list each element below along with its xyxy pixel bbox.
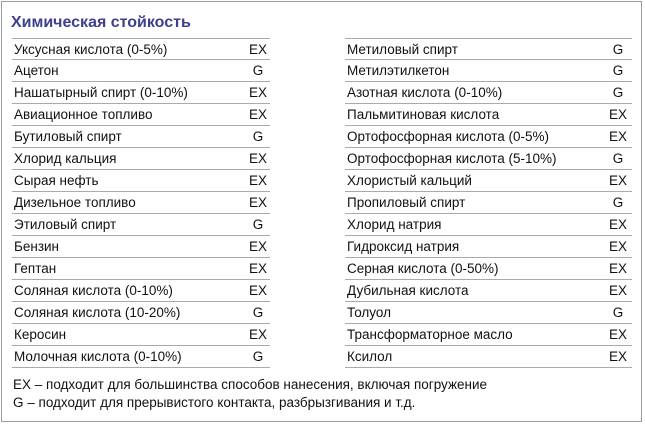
table-row [345, 126, 632, 148]
rating-value: G [612, 63, 624, 78]
table-row [12, 214, 270, 236]
table-row [12, 346, 270, 368]
chemical-name: Метилэтилкетон [347, 63, 450, 78]
table-row [12, 280, 270, 302]
table-row [345, 302, 632, 324]
legend [13, 376, 487, 412]
rating-value: EX [248, 283, 267, 298]
rating-value: EX [248, 42, 267, 57]
rating-value: G [252, 305, 264, 320]
chemical-name: Керосин [14, 327, 67, 342]
table-row [12, 236, 270, 258]
rating-value: G [612, 42, 624, 57]
chemical-name: Ортофосфорная кислота (0-5%) [347, 129, 549, 144]
chemical-name: Молочная кислота (0-10%) [14, 349, 182, 364]
legend-g: G – подходит для прерывистого контакта, разбрызгивания и т.д. [13, 395, 416, 410]
chemical-name: Серная кислота (0-50%) [347, 261, 499, 276]
table-row [345, 258, 632, 280]
rating-value: G [612, 305, 624, 320]
chemical-name: Хлорид кальция [14, 151, 117, 166]
chemical-name: Хлористый кальций [347, 173, 472, 188]
chemical-name: Дизельное топливо [14, 195, 136, 210]
rating-value: EX [608, 283, 627, 298]
table-row [12, 258, 270, 280]
rating-value: EX [248, 261, 267, 276]
right-table [345, 38, 632, 368]
chemical-name: Ксилол [347, 349, 393, 364]
rating-value: G [612, 195, 624, 210]
table-row [12, 126, 270, 148]
table-row [345, 346, 632, 368]
table-row [345, 60, 632, 82]
table-row [12, 148, 270, 170]
chemical-name: Авиационное топливо [14, 107, 153, 122]
chemical-name: Метиловый спирт [347, 42, 458, 57]
chemical-name: Нашатырный спирт (0-10%) [14, 85, 188, 100]
rating-value: G [252, 63, 264, 78]
chemical-name: Дубильная кислота [347, 283, 469, 298]
rating-value: G [612, 151, 624, 166]
chemical-name: Этиловый спирт [14, 217, 117, 232]
chemical-name: Гептан [14, 261, 57, 276]
rating-value: G [252, 349, 264, 364]
rating-value: EX [608, 327, 627, 342]
rating-value: EX [608, 107, 627, 122]
chemical-name: Гидроксид натрия [347, 239, 460, 254]
table-row [345, 214, 632, 236]
chemical-name: Пальмитиновая кислота [347, 107, 500, 122]
chemical-name: Ацетон [14, 63, 59, 78]
table-row [12, 60, 270, 82]
page-title: Химическая стойкость [11, 14, 191, 31]
chemical-name: Бензин [14, 239, 60, 254]
table-row [345, 236, 632, 258]
rating-value: EX [248, 239, 267, 254]
legend-ex: EX – подходит для большинства способов нанесения, включая погружение [13, 377, 488, 392]
rating-value: EX [608, 349, 627, 364]
chemical-name: Пропиловый спирт [347, 195, 466, 210]
chemical-name: Азотная кислота (0-10%) [347, 85, 503, 100]
rating-value: EX [608, 261, 627, 276]
rating-value: G [252, 217, 264, 232]
table-row [345, 148, 632, 170]
table-row [345, 104, 632, 126]
rating-value: EX [608, 129, 627, 144]
chemical-name: Соляная кислота (10-20%) [14, 305, 181, 320]
table-row [12, 38, 270, 60]
rating-value: EX [608, 173, 627, 188]
table-row [345, 38, 632, 60]
table-row [12, 82, 270, 104]
chemical-name: Трансформаторное масло [347, 327, 513, 342]
rating-value: EX [608, 217, 627, 232]
table-row [345, 280, 632, 302]
rating-value: EX [248, 85, 267, 100]
chemical-name: Уксусная кислота (0-5%) [14, 42, 168, 57]
chemical-resistance-panel [1, 1, 642, 422]
left-table [12, 38, 270, 368]
table-row [12, 104, 270, 126]
rating-value: EX [248, 107, 267, 122]
rating-value: EX [248, 195, 267, 210]
table-row [12, 324, 270, 346]
table-row [345, 170, 632, 192]
table-row [12, 170, 270, 192]
chemical-name: Соляная кислота (0-10%) [14, 283, 173, 298]
rating-value: EX [248, 327, 267, 342]
chemical-name: Бутиловый спирт [14, 129, 122, 144]
rating-value: EX [248, 173, 267, 188]
chemical-name: Сырая нефть [14, 173, 99, 188]
table-row [12, 302, 270, 324]
rating-value: G [612, 85, 624, 100]
rating-value: EX [248, 151, 267, 166]
rating-value: EX [608, 239, 627, 254]
table-row [345, 324, 632, 346]
table-row [345, 82, 632, 104]
chemical-name: Толуол [347, 305, 391, 320]
chemical-name: Ортофосфорная кислота (5-10%) [347, 151, 557, 166]
chemical-name: Хлорид натрия [347, 217, 442, 232]
table-row [12, 192, 270, 214]
table-row [345, 192, 632, 214]
rating-value: G [252, 129, 264, 144]
